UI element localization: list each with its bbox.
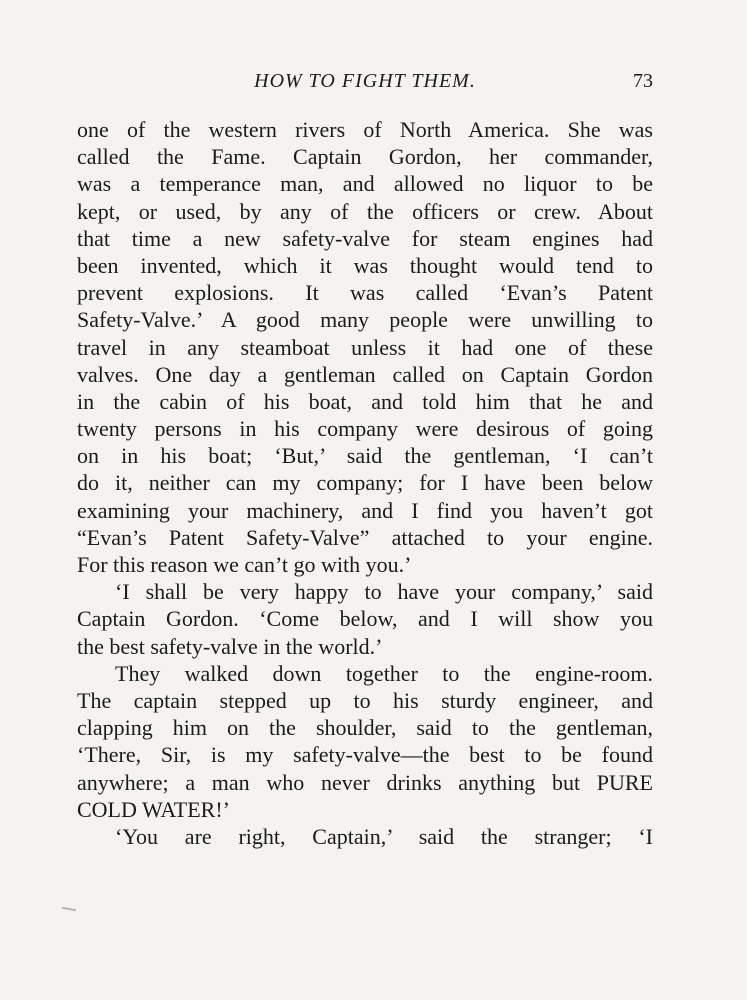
text-line: The captain stepped up to his sturdy engineer, and <box>77 687 653 713</box>
text-line: one of the western rivers of North America. She was <box>77 117 653 142</box>
text-line: Captain Gordon. ‘Come below, and I will show you <box>77 606 653 632</box>
page-number: 73 <box>633 70 653 92</box>
text-line: prevent explosions. It was called ‘Evan’s Patent <box>77 280 653 306</box>
text-line: ‘There, Sir, is my safety-valve—the best to be found <box>77 742 653 768</box>
text-line: “Evan’s Patent Safety-Valve” attached to your engine. <box>77 524 653 550</box>
text-line: ‘You are right, Captain,’ said the stranger; ‘I <box>115 823 653 849</box>
text-line: examining your machinery, and I find you haven’t got <box>77 497 653 523</box>
text-line: kept, or used, by any of the officers or crew. About <box>77 198 653 224</box>
text-line: anywhere; a man who never drinks anything but PURE <box>77 769 653 795</box>
text-line: called the Fame. Captain Gordon, her commander, <box>77 144 653 170</box>
text-line: COLD WATER!’ <box>77 796 230 822</box>
text-line: For this reason we can’t go with you.’ <box>77 552 412 577</box>
text-line: travel in any steamboat unless it had one of these <box>77 334 653 360</box>
text-line: that time a new safety-valve for steam engines had <box>77 225 653 251</box>
text-line: valves. One day a gentleman called on Captain Gordon <box>77 361 653 387</box>
body-text <box>77 116 653 850</box>
running-head <box>77 70 653 104</box>
text-line: twenty persons in his company were desirous of going <box>77 416 653 442</box>
text-line: in the cabin of his boat, and told him that he and <box>77 388 653 414</box>
text-line: the best safety-valve in the world.’ <box>77 633 383 659</box>
running-title: HOW TO FIGHT THEM. <box>254 70 476 92</box>
text-line: ‘I shall be very happy to have your company,’ said <box>115 579 653 605</box>
text-line: on in his boat; ‘But,’ said the gentleman, ‘I can’t <box>77 443 653 469</box>
text-line: been invented, which it was thought would tend to <box>77 252 653 278</box>
text-line: Safety-Valve.’ A good many people were unwilling to <box>77 307 653 333</box>
text-line: do it, neither can my company; for I have been below <box>77 470 653 496</box>
text-line: was a temperance man, and allowed no liquor to be <box>77 171 653 197</box>
text-line: clapping him on the shoulder, said to the gentleman, <box>77 715 653 741</box>
margin-mark <box>62 907 76 911</box>
text-line: They walked down together to the engine-room. <box>115 660 653 686</box>
